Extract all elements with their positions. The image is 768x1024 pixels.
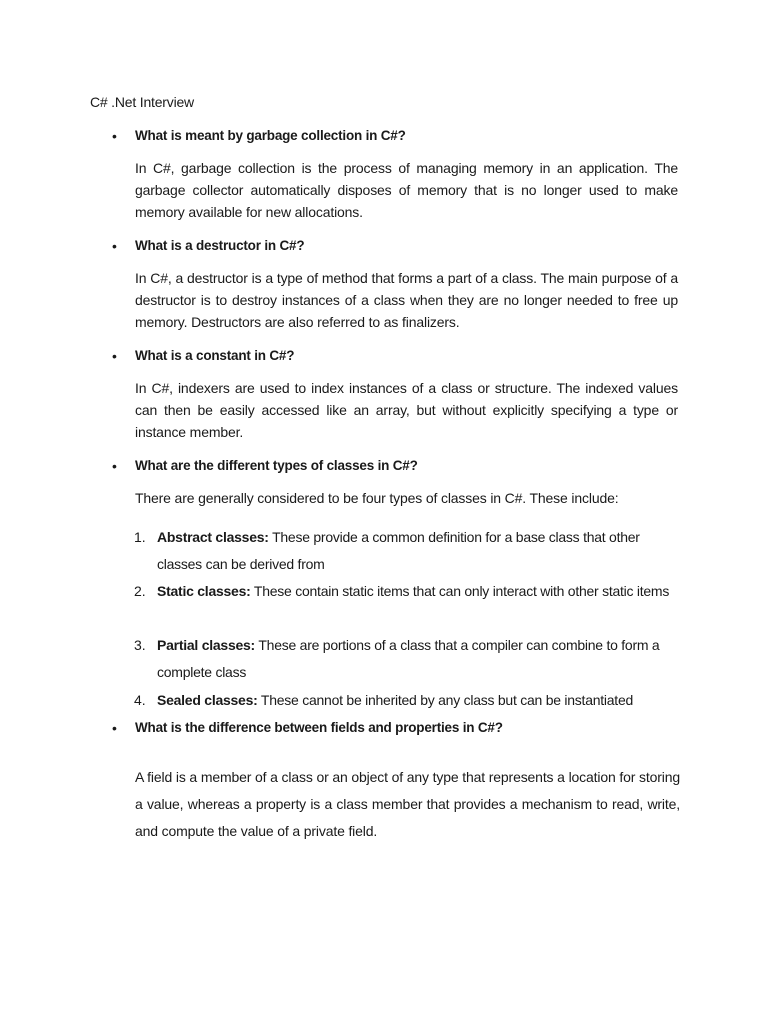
answer-paragraph: In C#, a destructor is a type of method that forms a part of a class. The main purpose of a destructor is to destroy instances of a class when they are no longer needed to free up memory. Destructors are also referred to as finalizers. <box>135 270 678 330</box>
bullet-icon: • <box>112 458 117 474</box>
list-item-text: These provide a common definition for a base class that other classes can be derived from <box>157 529 640 572</box>
list-item <box>157 687 682 714</box>
list-number: 3. <box>134 637 146 653</box>
question-heading: What is meant by garbage collection in C#? <box>135 128 406 143</box>
question-heading: What is a constant in C#? <box>135 348 295 363</box>
bullet-icon: • <box>112 238 117 254</box>
list-number: 2. <box>134 583 146 599</box>
list-item-text: These contain static items that can only interact with other static items <box>250 583 670 599</box>
list-item-term: Static classes: <box>157 583 251 599</box>
list-item-term: Sealed classes: <box>157 692 258 708</box>
document-title: C# .Net Interview <box>90 94 194 110</box>
list-number: 4. <box>134 692 146 708</box>
answer-paragraph: A field is a member of a class or an object of any type that represents a location for storing a value, whereas a property is a class member that provides a mechanism to read, write, and compute the value of a private field. <box>135 769 680 839</box>
list-item <box>157 578 682 605</box>
answer-paragraph: In C#, indexers are used to index instances of a class or structure. The indexed values can then be easily accessed like an array, but without explicitly specifying a type or instance member. <box>135 380 678 440</box>
bullet-icon: • <box>112 348 117 364</box>
question-heading: What is a destructor in C#? <box>135 238 305 253</box>
list-item-text: These cannot be inherited by any class but can be instantiated <box>257 692 634 708</box>
list-item <box>157 632 682 686</box>
question-heading: What are the different types of classes in C#? <box>135 458 418 473</box>
bullet-icon: • <box>112 128 117 144</box>
bullet-icon: • <box>112 720 117 736</box>
answer-paragraph: In C#, garbage collection is the process of managing memory in an application. The garbage collector automatically disposes of memory that is no longer used to make memory available for new allocations. <box>135 160 678 220</box>
list-item-text: These are portions of a class that a compiler can combine to form a complete class <box>157 637 660 680</box>
question-heading: What is the difference between fields and properties in C#? <box>135 720 503 735</box>
list-item <box>157 524 682 578</box>
list-item-term: Abstract classes: <box>157 529 269 545</box>
intro-paragraph: There are generally considered to be four types of classes in C#. These include: <box>135 490 619 506</box>
list-item-term: Partial classes: <box>157 637 255 653</box>
list-number: 1. <box>134 529 146 545</box>
